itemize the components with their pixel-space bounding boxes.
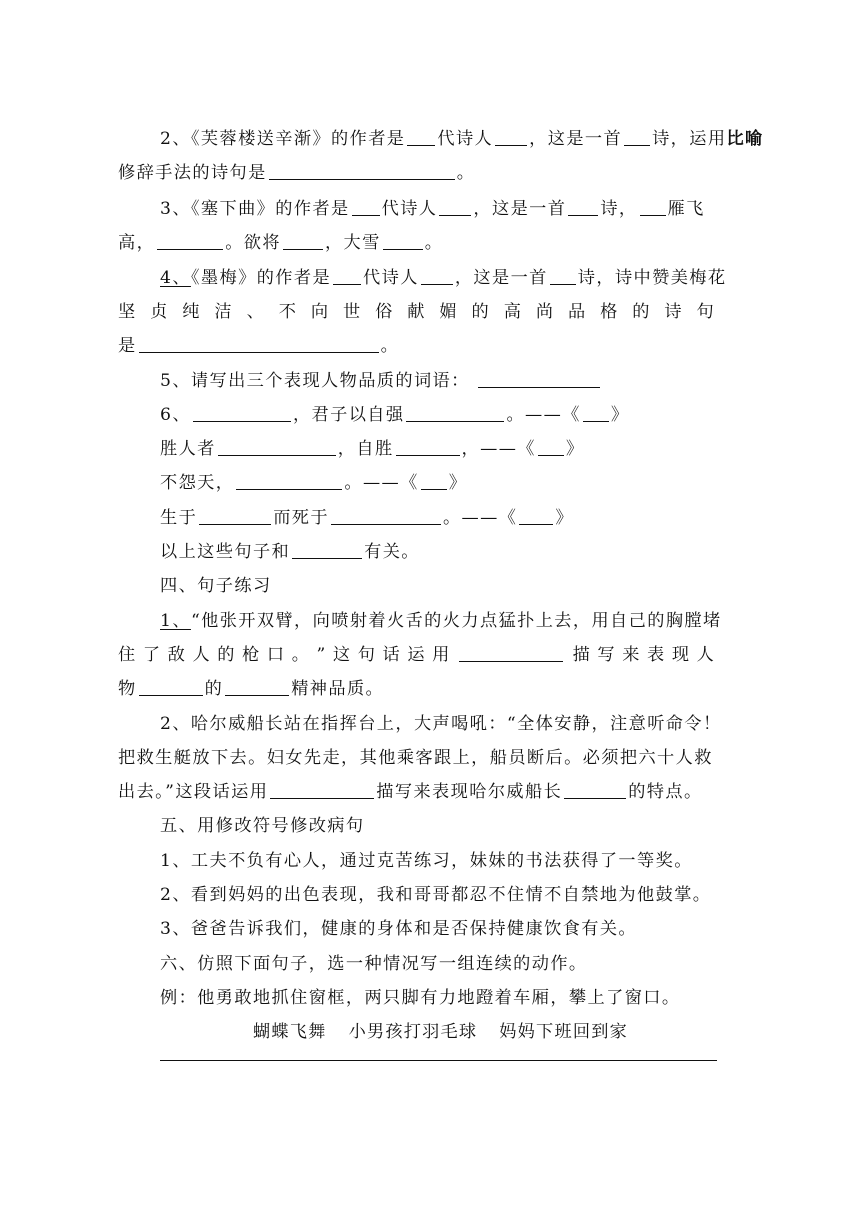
q6-text: 。——《 [442,508,518,528]
s4-char: 住 [118,645,136,665]
s4-char: 枪 [242,645,260,665]
s4-char: 。 [291,645,309,665]
q3-text: ，大雪 [324,233,381,253]
s4-char: 这 [332,645,351,665]
s4-text: 的特点。 [628,782,703,802]
s4-item2-line3 [118,780,703,804]
s6-example: 例：他勇敢地抓住窗框，两只脚有力地蹬着车厢，攀上了窗口。 [160,988,681,1008]
section6-title: 六、仿照下面句子，选一种情况写一组连续的动作。 [160,954,588,974]
q4-char: 诗 [664,302,682,322]
s4-char: 表 [647,645,665,665]
q2-text: 。 [456,163,476,183]
q4-char: 坚 [118,302,136,322]
s4-item1-line1 [160,609,722,633]
q6-blank-7[interactable] [331,506,441,525]
q5-blank-words[interactable] [478,369,600,388]
q6-text: 》 [555,508,574,528]
s4-item2-line2: 把救生艇放下去。妇女先走，其他乘客跟上，船员断后。必须把六十人救 [118,748,713,768]
q2-blank-poet[interactable] [495,127,527,146]
q4-line3 [118,334,399,358]
s4-item1-blank-quality[interactable] [225,677,289,696]
q6-text: ，自胜 [337,439,394,459]
q6-text: 有关。 [364,542,420,562]
q3-text: 3、《塞下曲》的作者是 [160,199,350,219]
q6-blank-8[interactable] [292,540,362,559]
s5-item3[interactable]: 3、爸爸告诉我们，健康的身体和是否保持健康饮食有关。 [160,919,638,939]
q3-blank-dynasty[interactable] [352,197,380,216]
q4-char: 高 [503,302,521,322]
q4-char: 品 [567,302,586,322]
q4-line2 [118,300,714,324]
q4-char: 媚 [439,302,457,322]
q2-text: ，这是一首 [529,129,623,149]
s4-text: 描写来表现哈尔威船长 [376,782,563,802]
s4-item2-blank-trait[interactable] [564,780,626,799]
q6-text: 。——《 [506,405,581,425]
s4-text: 出去。”这段话运用 [118,782,269,802]
q4-char: 洁 [214,302,232,322]
s6-option: 小男孩打羽毛球 [348,1022,478,1042]
s4-char: 人 [192,645,210,665]
q2-text: 诗，运用 [652,129,727,149]
section4-title: 四、句子练习 [160,576,272,596]
s4-item1-line3 [118,677,384,701]
q4-char: 纯 [182,302,200,322]
q3-blank-poet[interactable] [439,197,471,216]
q6-text: 》 [448,473,468,493]
s5-item2[interactable]: 2、看到妈妈的出色表现，我和哥哥都忍不住情不自禁地为他鼓掌。 [160,885,712,905]
s6-option: 妈妈下班回到家 [499,1022,628,1042]
q6-blank-4[interactable] [396,437,460,456]
q6-blank-2[interactable] [406,403,504,422]
q3-text: 高， [118,233,156,253]
q3-blank-verse3[interactable] [283,231,323,250]
q3-blank-type[interactable] [568,197,598,216]
q6-text: 而死于 [273,508,329,528]
s4-char: 现 [671,645,690,665]
q3-text: 雁飞 [667,199,705,219]
s5-item1[interactable]: 1、工夫不负有心人，通过克苦练习，妹妹的书法获得了一等奖。 [160,851,693,871]
q6-text: 胜人者 [160,439,216,459]
q4-text: ，这是一首 [454,268,548,288]
q2-blank-dynasty[interactable] [407,127,435,146]
q4-char: 不 [278,302,296,322]
q6-blank-5[interactable] [236,471,342,490]
q4-char: 格 [600,302,618,322]
q3-line1 [160,197,705,221]
q4-char: 尚 [535,302,554,322]
q6-blank-source3[interactable] [421,471,447,490]
s4-char: ” [316,645,326,665]
q3-text: 代诗人 [381,199,438,219]
s4-char: 了 [142,645,161,665]
s4-item1-text: “他张开双臂，向喷射着火舌的火力点猛扑上去，用自己的胸膛堵 [190,611,722,631]
q4-blank-dynasty[interactable] [333,266,361,285]
s4-item2-blank-method[interactable] [270,780,374,799]
q4-char: 向 [310,302,329,322]
q6-blank-1[interactable] [193,403,291,422]
q4-text: 。 [380,336,400,356]
q2-text: 修辞手法的诗句是 [118,163,267,183]
q2-text: 代诗人 [437,129,494,149]
s4-char: 描 [572,645,590,665]
s6-options [253,1020,628,1044]
s4-char: 写 [597,645,615,665]
q4-line1 [160,266,726,290]
s4-char: 口 [266,645,285,665]
s4-text: 的 [204,679,224,699]
s4-char: 用 [432,645,450,665]
s4-char: 人 [696,645,714,665]
q4-text: 是 [118,336,137,356]
q4-char: 俗 [375,302,393,322]
q2-line2 [118,161,475,185]
q3-text: ，这是一首 [473,199,567,219]
q4-char: 的 [471,302,489,322]
q6-text: 以上这些句子和 [160,542,291,562]
s4-item1-blank-person[interactable] [139,677,203,696]
q6-text: 生于 [160,508,198,528]
section5-title: 五、用修改符号修改病句 [160,816,365,836]
q4-text: 代诗人 [363,268,419,288]
q4-char: 句 [696,302,714,322]
q4-text: 诗，诗中赞美梅花 [577,268,727,288]
s4-item1-line2 [118,643,714,667]
q4-char: 献 [407,302,425,322]
q6-blank-source1[interactable] [583,403,609,422]
q5-text: 5、请写出三个表现人物品质的词语： [160,371,470,391]
s4-char: 句 [357,645,375,665]
q2-line1 [160,127,764,151]
q6-blank-6[interactable] [199,506,271,525]
q5-line [160,369,602,393]
s4-char: 话 [382,645,400,665]
q3-blank-verse1[interactable] [640,197,666,216]
q3-text: 。欲将 [225,233,281,253]
q6-blank-3[interactable] [218,437,336,456]
q6-text: 》 [610,405,630,425]
q4-char: 的 [632,302,650,322]
s4-char: 的 [217,645,235,665]
q6-line4 [160,506,574,530]
q6-text: 》 [565,439,585,459]
s4-char: 来 [622,645,640,665]
q2-blank-type[interactable] [624,127,650,146]
q4-text: 《墨梅》的作者是 [190,268,332,288]
s4-text: 精神品质。 [291,679,385,699]
q3-blank-verse4[interactable] [383,231,423,250]
q3-text: 诗， [600,199,638,219]
s6-answer-line[interactable] [160,1060,717,1061]
q6-line5 [160,540,420,564]
s4-item1-number: 1、 [160,611,191,631]
q4-number: 4、 [160,268,191,288]
q6-blank-source2[interactable] [538,437,564,456]
q4-char: 世 [342,302,361,322]
q6-line3 [160,471,467,495]
q3-blank-verse2[interactable] [157,231,223,250]
q4-blank-type[interactable] [550,266,576,285]
s4-char: 敌 [167,645,185,665]
q2-bold-term: 比喻 [726,129,764,149]
q6-line2 [160,437,584,461]
s4-item2-line1: 2、哈尔威船长站在指挥台上，大声喝吼：“全体安静，注意听命令！ [160,714,722,734]
q6-line1 [160,403,629,427]
q3-text: 。 [424,233,444,253]
q4-char: 贞 [150,302,168,322]
s4-text: 物 [118,679,137,699]
q6-text: 6、 [160,405,191,425]
s6-option: 蝴蝶飞舞 [253,1022,327,1042]
q2-blank-verse[interactable] [269,161,455,180]
q6-text: 。——《 [344,473,419,493]
q6-text: ，——《 [461,439,536,459]
q4-blank-poet[interactable] [421,266,453,285]
q3-line2 [118,231,443,255]
q4-char: 、 [246,302,264,322]
q6-text: ，君子以自强 [292,405,405,425]
q6-text: 不怨天， [160,473,235,493]
s4-item1-blank-method[interactable] [459,643,563,662]
q4-blank-verse[interactable] [139,334,379,353]
q2-text: 2、《芙蓉楼送辛渐》的作者是 [160,129,406,149]
s4-char: 运 [407,645,425,665]
q6-blank-source4[interactable] [519,506,553,525]
